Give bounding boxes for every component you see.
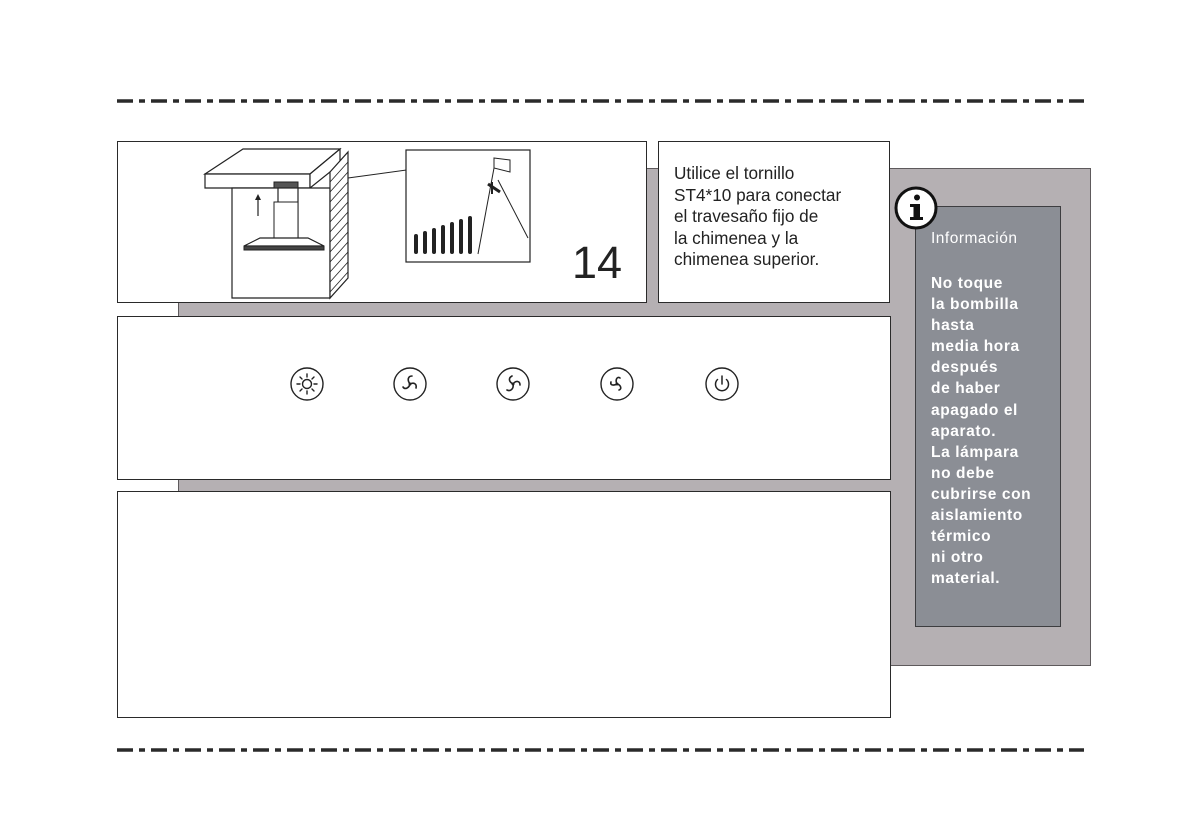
power-icon <box>705 367 739 401</box>
info-line: No toque <box>931 275 1003 292</box>
step-instruction-box <box>658 141 890 303</box>
light-bulb-icon <box>290 367 324 401</box>
installation-figure <box>117 141 647 303</box>
instruction-line: el travesaño fijo de <box>674 206 819 227</box>
instruction-line: chimenea superior. <box>674 249 820 270</box>
fan-speed-2-button[interactable] <box>496 367 530 401</box>
info-line: no debe <box>931 464 995 482</box>
info-line: aparato. <box>931 422 997 440</box>
info-line: ni otro <box>931 549 984 567</box>
step-instruction <box>674 163 888 271</box>
info-line: la bombilla <box>931 296 1019 314</box>
info-body <box>931 273 1061 589</box>
info-title: Información <box>931 230 1018 247</box>
info-line: después <box>931 359 999 377</box>
power-button[interactable] <box>705 367 739 401</box>
light-button[interactable] <box>290 367 324 401</box>
bottom-dashed-divider <box>117 748 1084 752</box>
step-number: 14 <box>572 237 623 288</box>
control-panel <box>117 316 891 480</box>
info-panel <box>915 206 1061 627</box>
info-line: material. <box>931 570 1001 588</box>
info-line: de haber <box>931 380 1001 398</box>
instruction-line: la chimenea y la <box>674 227 799 248</box>
fan-icon <box>600 367 634 401</box>
info-line: apagado el <box>931 401 1018 419</box>
instruction-line: Utilice el tornillo <box>674 163 795 183</box>
info-line: aislamiento <box>931 507 1023 525</box>
info-line: hasta <box>931 317 975 335</box>
top-dashed-divider <box>117 99 1084 103</box>
empty-content-box <box>117 491 891 718</box>
chimney-hood-illustration <box>118 142 646 302</box>
info-line: cubrirse con <box>931 485 1032 503</box>
info-icon <box>894 186 938 230</box>
instruction-line: ST4*10 para conectar <box>674 184 842 205</box>
fan-speed-3-button[interactable] <box>600 367 634 401</box>
info-line: media hora <box>931 338 1020 356</box>
fan-icon <box>393 367 427 401</box>
fan-speed-1-button[interactable] <box>393 367 427 401</box>
info-line: térmico <box>931 528 992 546</box>
info-line: La lámpara <box>931 443 1019 461</box>
fan-icon <box>496 367 530 401</box>
